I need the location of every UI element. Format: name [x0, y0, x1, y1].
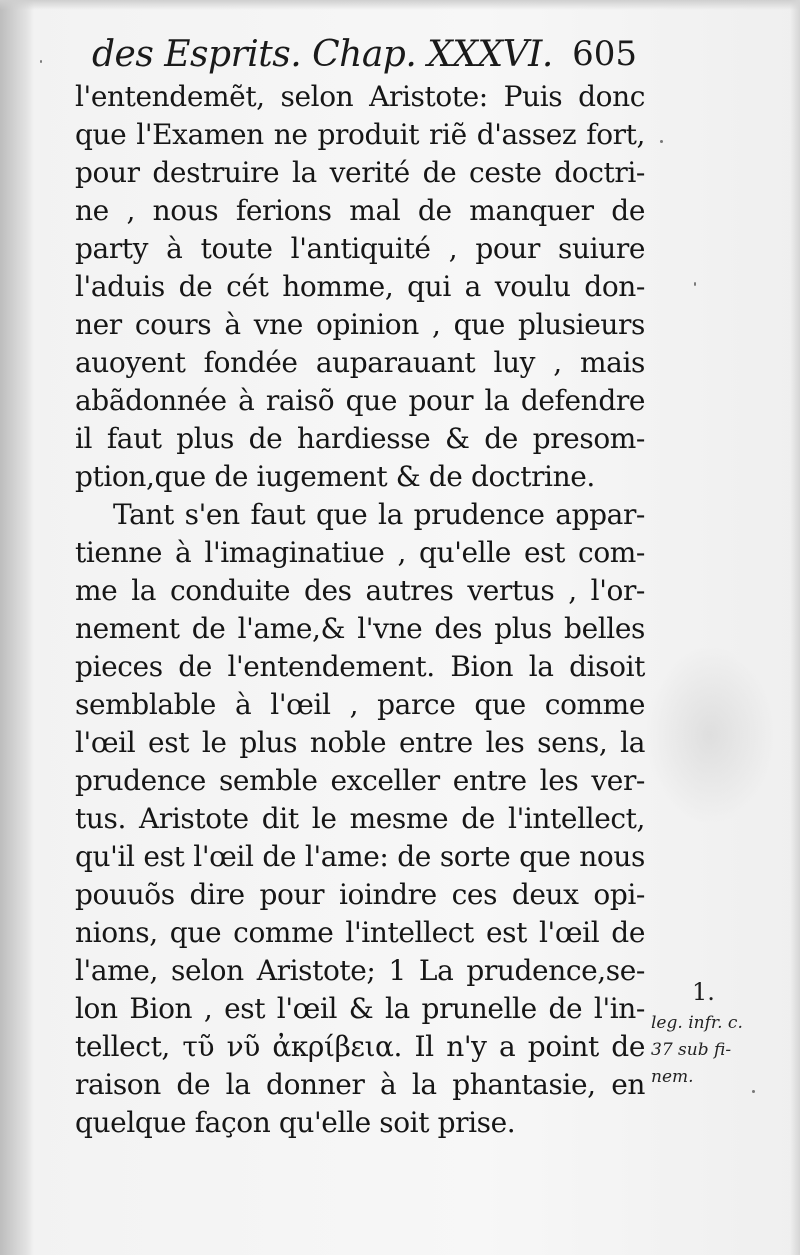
text-line: l'ame, selon Aristote; 1 La prudence,se- — [75, 954, 645, 987]
paper-speck — [694, 282, 696, 286]
text-line: ner cours à vne opinion , que plusieurs — [75, 308, 645, 341]
text-line: auoyent fondée auparauant luy , mais — [75, 346, 645, 379]
page-number: 605 — [572, 34, 637, 74]
text-line: nement de l'ame,& l'vne des plus belles — [75, 612, 645, 645]
marginal-note-line: leg. infr. c. — [651, 1013, 743, 1033]
text-line: l'œil est le plus noble entre les sens, la — [75, 726, 645, 759]
gutter-shadow — [0, 0, 34, 1255]
marginal-note — [651, 1010, 781, 1091]
text-line: raison de la donner à la phantasie, en — [75, 1068, 645, 1101]
marginal-reference-number: 1. — [692, 978, 715, 1006]
text-line: quelque façon qu'elle soit prise. — [75, 1106, 516, 1139]
text-line: lon Bion , est l'œil & la prunelle de l'in- — [75, 992, 645, 1025]
marginal-note-line: 37 sub fi- — [651, 1040, 732, 1060]
text-line: ne , nous ferions mal de manquer de — [75, 194, 645, 227]
text-line: que l'Examen ne produit riẽ d'assez fort, — [75, 118, 645, 151]
top-edge-shadow — [0, 0, 800, 10]
text-line: me la conduite des autres vertus , l'or- — [75, 574, 645, 607]
paragraph-first-line: Tant s'en faut que la prudence appar- — [113, 498, 645, 531]
text-line: l'entendemẽt, selon Aristote: Puis donc — [75, 80, 645, 113]
text-line: nions, que comme l'intellect est l'œil de — [75, 916, 645, 949]
text-line: semblable à l'œil , parce que comme — [75, 688, 645, 721]
body-text — [75, 78, 645, 1142]
paper-speck — [40, 60, 42, 63]
text-line: prudence semble exceller entre les ver- — [75, 764, 645, 797]
paper-speck — [660, 140, 663, 143]
text-line: tienne à l'imaginatiue , qu'elle est com- — [75, 536, 645, 569]
text-line: party à toute l'antiquité , pour suiure — [75, 232, 645, 265]
text-line: pour destruire la verité de ceste doctri- — [75, 156, 645, 189]
text-line: pieces de l'entendement. Bion la disoit — [75, 650, 645, 683]
right-edge-shadow — [790, 0, 800, 1255]
text-line: l'aduis de cét homme, qui a voulu don- — [75, 270, 645, 303]
text-line: ption,que de iugement & de doctrine. — [75, 460, 595, 493]
text-line: pouuõs dire pour ioindre ces deux opi- — [75, 878, 645, 911]
ink-bleed-through — [645, 645, 775, 825]
marginal-note-line: nem. — [651, 1067, 694, 1087]
text-line: abãdonnée à raisõ que pour la defendre — [75, 384, 645, 417]
text-line: tus. Aristote dit le mesme de l'intellect, — [75, 802, 645, 835]
running-head-title: des Esprits. Chap. XXXVI. — [92, 34, 553, 75]
text-line: qu'il est l'œil de l'ame: de sorte que nous — [75, 840, 645, 873]
text-line: tellect, τῦ νῦ ἀκρίβεια. Il n'y a point de — [75, 1030, 645, 1063]
paper-speck — [752, 1090, 755, 1093]
text-line: il faut plus de hardiesse & de presom- — [75, 422, 645, 455]
